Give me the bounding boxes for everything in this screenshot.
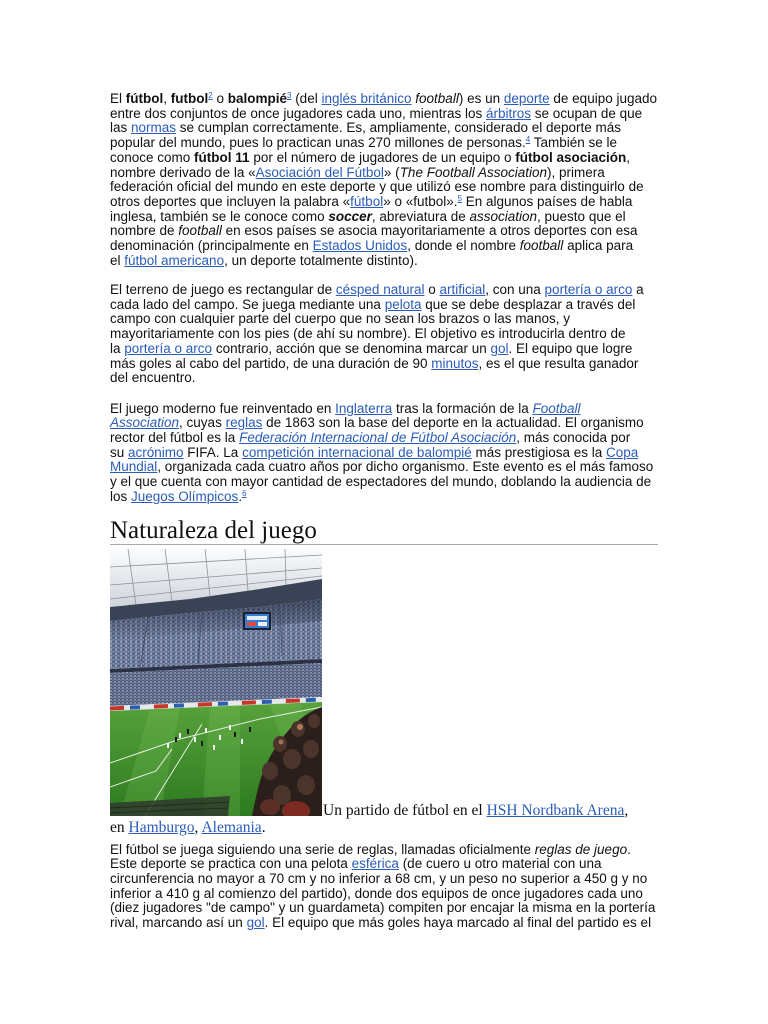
text-run: , [194, 818, 202, 836]
text-run: denominación (principalmente en [110, 238, 313, 254]
text-line [110, 342, 670, 357]
text-run: de equipo jugado [549, 91, 658, 106]
text-run: , un deporte totalmente distinto). [224, 252, 418, 268]
text-run: (diez jugadores "de campo" y un guardameta) compiten por encajar la misma en la portería [110, 900, 656, 916]
text-line [110, 357, 670, 372]
wiki-link[interactable]: portería o arco [124, 340, 213, 356]
scoreboard-screen [243, 612, 271, 630]
text-run: . El equipo que más goles haya marcado al final del partido es el [264, 915, 652, 931]
text-line [110, 312, 670, 327]
text-line [110, 371, 670, 386]
text-run: (del [291, 91, 322, 106]
text-line [110, 151, 670, 166]
text-run: aplica para [563, 238, 634, 254]
text-run: » o «futbol». [383, 194, 458, 210]
text-run: , más conocida por [516, 429, 631, 445]
text-run: en esos países se asocia mayoritariamente a otros deportes con esa [221, 223, 638, 239]
wiki-link[interactable]: Estados Unidos [312, 238, 408, 254]
text-run: rector del fútbol es la [110, 429, 240, 445]
italic-term: reglas de juego [534, 841, 628, 857]
text-line [110, 887, 670, 902]
text-run: en [110, 818, 129, 836]
text-line [110, 210, 670, 225]
text-run: El [110, 91, 126, 106]
reference-superscript [242, 489, 246, 498]
figure-caption-line [110, 819, 266, 836]
text-line [110, 166, 670, 181]
text-run: El juego moderno fue reinventado en [110, 400, 336, 416]
wiki-link[interactable]: HSH Nordbank Arena [486, 801, 625, 819]
text-run: . [261, 818, 266, 836]
text-line [110, 843, 670, 858]
wiki-link[interactable]: esférica [351, 856, 399, 872]
text-run: En algunos países de habla [461, 194, 633, 210]
wiki-link[interactable]: Association [110, 415, 180, 431]
playing-field-paragraph [110, 283, 670, 386]
text-run: , donde el nombre [407, 238, 520, 254]
bold-term: balompié [227, 91, 287, 106]
text-run: circunferencia no mayor a 70 cm y no inferior a 68 cm, y un peso no superior a 450 g y no [110, 870, 648, 886]
text-line [110, 239, 670, 254]
wiki-link[interactable]: fútbol [350, 194, 384, 210]
text-run: más goles al cabo del partido, de una duración de 90 [110, 355, 432, 371]
reference-link[interactable]: 6 [242, 488, 247, 498]
wiki-link[interactable]: fútbol americano [124, 252, 225, 268]
text-line [110, 446, 670, 461]
text-line [110, 92, 670, 107]
text-run: ) es un [458, 91, 504, 106]
text-run: a [632, 282, 644, 297]
text-run: El fútbol se juega siguiendo una serie de reglas, llamadas oficialmente [110, 841, 535, 857]
text-run: entre dos conjuntos de once jugadores cada uno, mientras los [110, 105, 486, 121]
wiki-link[interactable]: inglés británico [321, 91, 412, 106]
text-run: o [212, 91, 228, 106]
italic-term: football [415, 91, 459, 106]
wiki-link[interactable]: minutos [431, 355, 479, 371]
text-run: por el número de jugadores de un equipo o [249, 149, 516, 165]
text-line [110, 857, 670, 872]
text-run: rival, marcando así un [110, 915, 247, 931]
text-line [110, 298, 670, 313]
text-line [110, 121, 670, 136]
wiki-link[interactable]: Federación Internacional de Fútbol Asociación [239, 429, 517, 445]
text-run: la [110, 340, 125, 356]
text-run: su [110, 444, 129, 460]
bold-term: fútbol 11 [194, 149, 250, 165]
text-run: las [110, 120, 132, 136]
bold-term: fútbol [125, 91, 164, 106]
text-run: ), primera [547, 164, 605, 180]
wiki-link[interactable]: Alemania [201, 818, 262, 836]
text-run: , [624, 801, 629, 819]
wiki-link[interactable]: portería o arco [544, 282, 633, 297]
text-line [110, 416, 670, 431]
text-run: contrario, acción que se denomina marcar un [212, 340, 491, 356]
wiki-link[interactable]: Asociación del Fútbol [255, 164, 384, 180]
wiki-link[interactable]: deporte [503, 91, 550, 106]
text-run: , puesto que el [537, 208, 626, 224]
stadium-photo [110, 549, 322, 816]
text-line [110, 254, 670, 269]
wiki-link[interactable]: árbitros [486, 105, 532, 121]
rules-paragraph [110, 843, 670, 931]
text-line [110, 224, 670, 239]
text-line [110, 327, 670, 342]
text-run: campo con cualquier parte del cuerpo que no sean los brazos o las manos, y [110, 311, 571, 327]
text-line [110, 901, 670, 916]
bold-term: fútbol asociación [515, 149, 627, 165]
text-run: otros deportes que incluyen la palabra « [110, 194, 351, 210]
reference-link[interactable]: 3 [286, 91, 292, 100]
bold-term: futbol [170, 91, 209, 106]
text-run: inglesa, también se le conoce como [110, 208, 329, 224]
history-paragraph [110, 402, 670, 505]
text-run: nombre derivado de la « [110, 164, 256, 180]
text-run: de 1863 son la base del deporte en la actualidad. El organismo [262, 415, 644, 431]
text-line [110, 460, 670, 475]
text-run: se ocupan de que [531, 105, 643, 121]
text-run: tras la formación de la [392, 400, 533, 416]
text-run: El terreno de juego es rectangular de [110, 282, 336, 297]
text-run: » ( [383, 164, 400, 180]
italic-term: football [178, 223, 222, 239]
text-line [110, 283, 670, 298]
intro-paragraph [110, 92, 670, 269]
text-line [110, 431, 670, 446]
italic-term: The Football Association [399, 164, 548, 180]
reference-link[interactable]: 5 [457, 194, 462, 204]
wiki-link[interactable]: césped natural [335, 282, 425, 297]
figure-caption-line [323, 802, 628, 819]
section-heading: Naturaleza del juego [110, 517, 317, 544]
reference-link[interactable]: 4 [525, 135, 531, 145]
bold-term: soccer [328, 208, 372, 224]
text-line [110, 107, 670, 122]
text-run: y el que cuenta con mayor cantidad de espectadores del mundo, doblando la audiencia de [110, 474, 652, 490]
text-run: , con una [485, 282, 545, 297]
wiki-link[interactable]: normas [131, 120, 177, 136]
text-run: que se debe desplazar a través del [421, 296, 636, 312]
text-run: Un partido de fútbol en el [323, 801, 487, 819]
wiki-link[interactable]: reglas [225, 415, 263, 431]
italic-term: association [469, 208, 538, 224]
text-run: del encuentro. [110, 370, 196, 386]
text-run: , [626, 149, 631, 165]
heading-rule [110, 544, 658, 545]
text-run: . [238, 488, 243, 504]
text-line [110, 402, 670, 417]
text-line [110, 195, 670, 210]
text-run: el [110, 252, 125, 268]
text-run: (de cuero u otro material con una [398, 856, 602, 872]
wiki-link[interactable]: Juegos Olímpicos [131, 488, 239, 504]
text-run: , abreviatura de [371, 208, 470, 224]
text-run: También se le [530, 135, 618, 151]
reference-link[interactable]: 2 [208, 91, 213, 100]
text-line [110, 475, 670, 490]
text-line [110, 916, 670, 931]
text-run: mayoritariamente con los pies (de ahí su nombre). El objetivo es introducirla dentro de [110, 326, 626, 342]
text-line [110, 872, 670, 887]
wiki-link[interactable]: pelota [384, 296, 422, 312]
text-run: más prestigiosa es la [471, 444, 607, 460]
text-run: los [110, 488, 132, 504]
text-line [110, 180, 670, 195]
text-run: FIFA. La [183, 444, 243, 460]
text-run: o [424, 282, 440, 297]
italic-term: football [519, 238, 564, 254]
wiki-link[interactable]: Inglaterra [335, 400, 393, 416]
text-run: . El equipo que logre [508, 340, 633, 356]
text-run: conoce como [110, 149, 195, 165]
text-run: inferior a 410 g al comienzo del partido), donde dos equipos de once jugadores cada uno [110, 885, 643, 901]
wiki-link[interactable]: Hamburgo [128, 818, 195, 836]
wiki-link[interactable]: Copa [606, 444, 639, 460]
text-run: federación oficial del mundo en este deporte y que utilizó ese nombre para distinguirlo de [110, 179, 644, 195]
wiki-link[interactable]: competición internacional de balompié [242, 444, 472, 460]
text-run: cada lado del campo. Se juega mediante una [110, 296, 385, 312]
text-line [110, 136, 670, 151]
text-run: se cumplan correctamente. Es, ampliamente, considerado el deporte más [176, 120, 622, 136]
text-run: , [163, 91, 171, 106]
wiki-link[interactable]: acrónimo [128, 444, 184, 460]
text-run: . [627, 841, 631, 857]
wiki-link[interactable]: Mundial [110, 459, 158, 475]
text-run: Este deporte se practica con una pelota [110, 856, 352, 872]
text-run: , organizada cada cuatro años por dicho organismo. Este evento es el más famoso [157, 459, 654, 475]
wiki-link[interactable]: gol [246, 915, 265, 931]
text-line [110, 490, 670, 505]
text-run: popular del mundo, pues lo practican unas 270 millones de personas. [110, 135, 526, 151]
wiki-link[interactable]: gol [490, 340, 509, 356]
text-run: , cuyas [179, 415, 226, 431]
wiki-link[interactable]: Football [532, 400, 581, 416]
wiki-link[interactable]: artificial [439, 282, 486, 297]
text-run: , es el que resulta ganador [478, 355, 639, 371]
text-run: nombre de [110, 223, 179, 239]
